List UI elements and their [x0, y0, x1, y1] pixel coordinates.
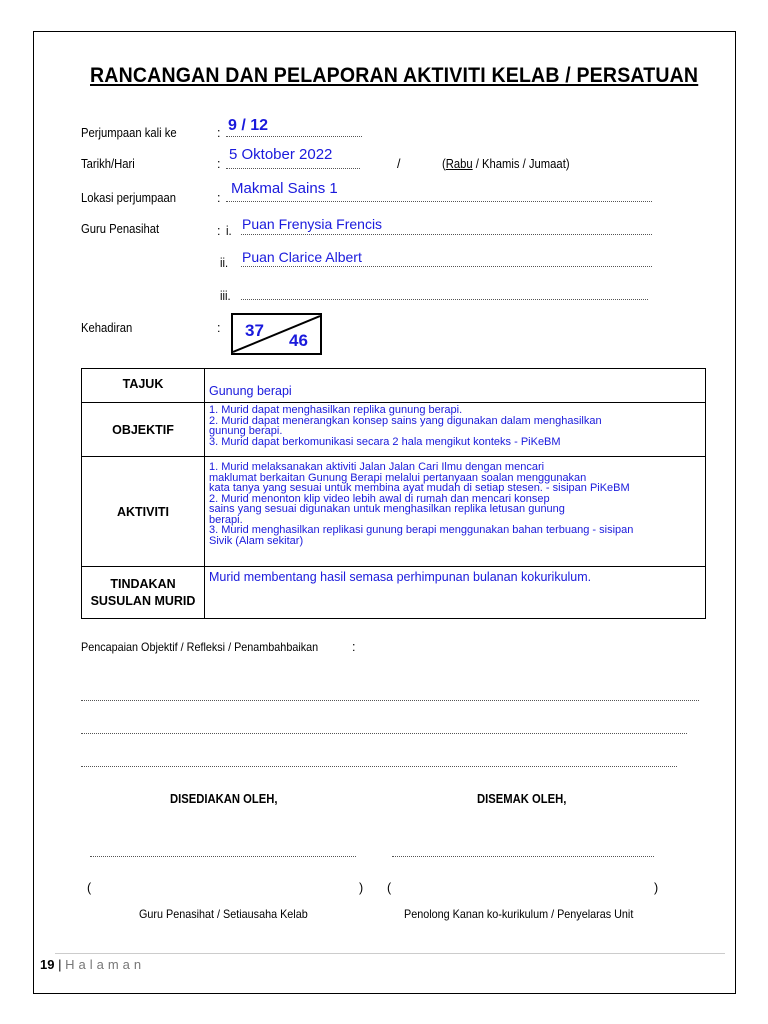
tindakan-label: TINDAKAN SUSULAN MURID	[82, 567, 205, 619]
name-paren-close: )	[359, 881, 364, 895]
objektif-line: gunung berapi.	[209, 425, 283, 437]
objektif-label: OBJEKTIF	[82, 403, 205, 457]
dotted-line	[226, 136, 362, 137]
perjumpaan-value[interactable]: 9 / 12	[228, 117, 269, 134]
aktiviti-line: Sivik (Alam sekitar)	[209, 534, 304, 547]
aktiviti-value[interactable]	[205, 457, 706, 567]
tajuk-label: TAJUK	[82, 369, 205, 403]
hari-selected: Rabu	[445, 157, 473, 171]
aktiviti-line: kata tanya yang sesuai untuk membina ayat mudah di setiap stesen. - sisipan PiKeBM	[209, 482, 630, 494]
attendance-box[interactable]	[231, 313, 322, 355]
guru-ii-marker: ii.	[220, 256, 229, 270]
reflection-label: Pencapaian Objektif / Refleksi / Penambahbaikan	[81, 640, 319, 654]
tarikh-label: Tarikh/Hari	[81, 157, 135, 171]
hadir-count: 37	[245, 321, 264, 340]
kehadiran-label: Kehadiran	[81, 321, 133, 335]
aktiviti-line: sains yang sesuai digunakan untuk menghasilkan replika letusan gunung	[209, 503, 565, 515]
activity-table	[81, 368, 706, 619]
aktiviti-line: berapi.	[209, 513, 243, 526]
table-row	[82, 369, 706, 403]
tarikh-value[interactable]: 5 Oktober 2022	[229, 146, 333, 163]
dotted-line	[226, 201, 652, 202]
aktiviti-label: AKTIVITI	[82, 457, 205, 567]
table-row	[82, 457, 706, 567]
colon: :	[352, 640, 356, 654]
guru-label: Guru Penasihat	[81, 222, 160, 236]
name-paren-open: (	[87, 881, 92, 895]
colon: :	[217, 157, 221, 171]
name-paren-close: )	[654, 881, 659, 895]
colon: :	[217, 321, 221, 335]
objektif-line: 2. Murid dapat menerangkan konsep sains yang digunakan dalam menghasilkan	[209, 414, 602, 427]
dotted-line	[226, 168, 360, 169]
hari-options[interactable]: (Rabu / Khamis / Jumaat)	[442, 157, 570, 171]
guru-2-value[interactable]: Puan Clarice Albert	[242, 249, 362, 265]
objektif-line: 3. Murid dapat berkomunikasi secara 2 hala mengikut konteks - PiKeBM	[209, 435, 561, 448]
dotted-line	[241, 234, 652, 235]
disediakan-heading: DISEDIAKAN OLEH,	[170, 792, 278, 806]
aktiviti-line: 3. Murid menghasilkan replikasi gunung berapi menggunakan bahan terbuang - sisipan	[209, 524, 634, 536]
objektif-line: 1. Murid dapat menghasilkan replika gunung berapi.	[209, 404, 463, 416]
perjumpaan-label: Perjumpaan kali ke	[81, 126, 177, 140]
colon: :	[217, 191, 221, 205]
lokasi-label: Lokasi perjumpaan	[81, 191, 177, 205]
reflection-line-2[interactable]	[81, 733, 687, 734]
guru-i-marker: i.	[226, 224, 232, 238]
table-row	[82, 403, 706, 457]
page-word: Halaman	[65, 957, 146, 972]
dotted-line[interactable]	[241, 299, 648, 300]
aktiviti-line: maklumat berkaitan Gunung Berapi melalui pertanyaan soalan menggunakan	[209, 471, 587, 484]
table-row	[82, 567, 706, 619]
reflection-line-3[interactable]	[81, 766, 677, 767]
form-title: RANCANGAN DAN PELAPORAN AKTIVITI KELAB / PERSATUAN	[90, 64, 699, 87]
footer-divider	[55, 953, 725, 954]
tajuk-value[interactable]: Gunung berapi	[205, 369, 706, 403]
signatory-right-role: Penolong Kanan ko-kurikulum / Penyelaras Unit	[404, 907, 634, 921]
signature-line-left[interactable]	[90, 856, 356, 857]
guru-1-value[interactable]: Puan Frenysia Frencis	[242, 216, 383, 232]
lokasi-value[interactable]: Makmal Sains 1	[231, 180, 338, 197]
name-paren-open: (	[387, 881, 392, 895]
dotted-line	[241, 266, 652, 267]
colon: :	[217, 126, 221, 140]
jumlah-count: 46	[289, 331, 308, 350]
aktiviti-line: 1. Murid melaksanakan aktiviti Jalan Jalan Cari Ilmu dengan mencari	[209, 461, 545, 473]
colon: :	[217, 224, 221, 238]
page-footer: 19 | Halaman	[40, 957, 146, 972]
aktiviti-line: 2. Murid menonton klip video lebih awal di rumah dan mencari konsep	[209, 492, 550, 505]
tindakan-value[interactable]: Murid membentang hasil semasa perhimpunan bulanan kokurikulum.	[205, 567, 706, 619]
objektif-value[interactable]	[205, 403, 706, 457]
slash: /	[397, 157, 401, 171]
signature-line-right[interactable]	[392, 856, 654, 857]
guru-iii-marker: iii.	[220, 289, 231, 303]
page-number: 19	[40, 957, 55, 972]
signatory-left-role: Guru Penasihat / Setiausaha Kelab	[139, 907, 308, 921]
disemak-heading: DISEMAK OLEH,	[477, 792, 567, 806]
reflection-line-1[interactable]	[81, 700, 699, 701]
